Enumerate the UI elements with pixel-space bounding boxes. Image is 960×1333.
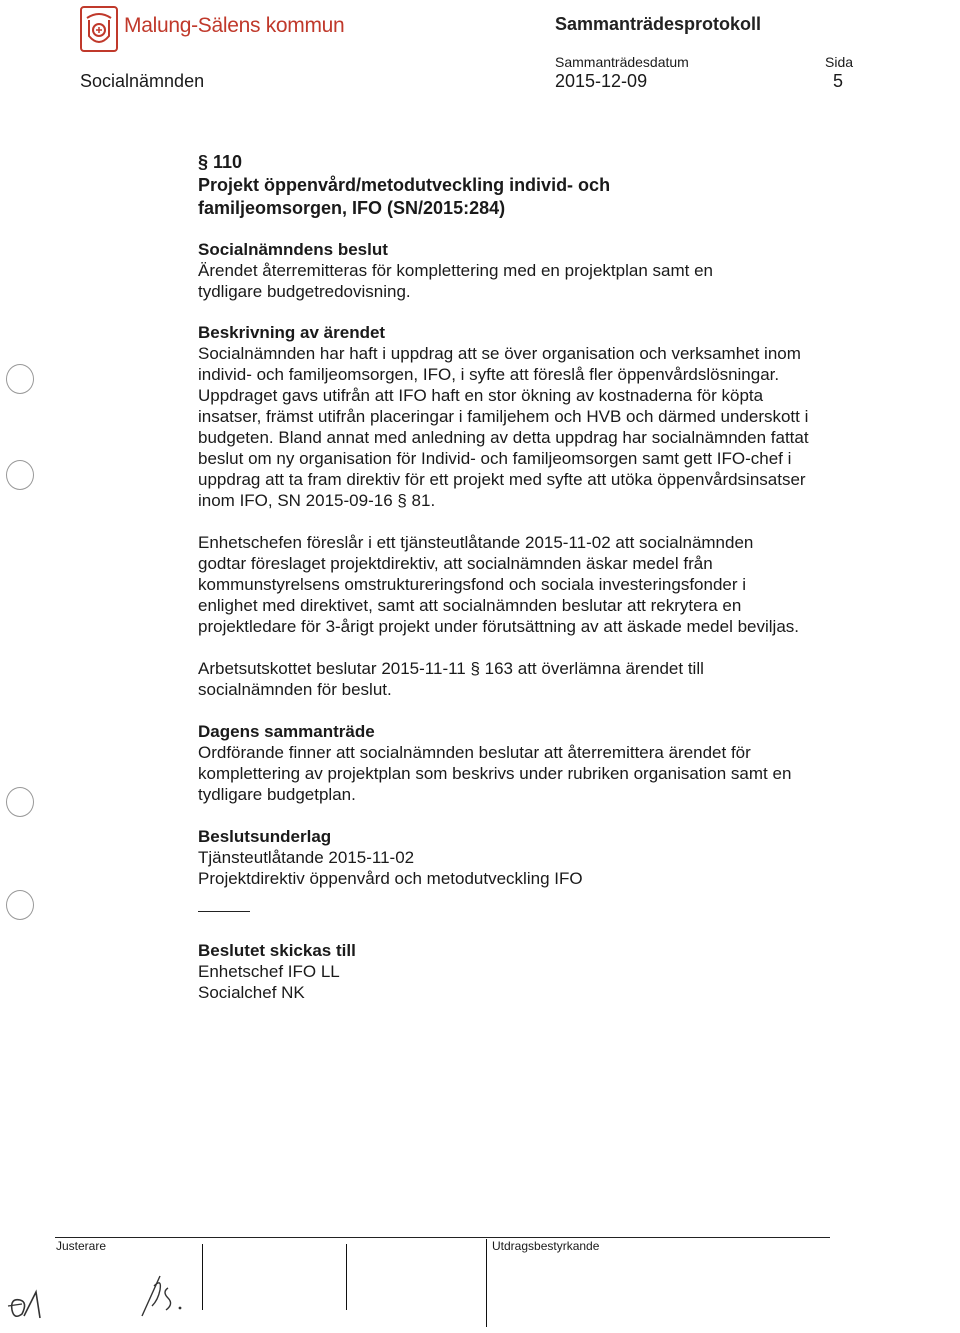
initials-signature	[6, 1288, 46, 1324]
section-title-line1: Projekt öppenvård/metodutveckling individ- och	[198, 175, 611, 195]
separator-rule	[198, 911, 250, 912]
org-name: Malung-Sälens kommun	[124, 14, 345, 37]
skickas-item: Enhetschef IFO LL	[198, 962, 340, 981]
punch-hole-mark	[6, 460, 34, 490]
date-label: Sammanträdesdatum	[555, 54, 689, 70]
section-title-line2: familjeomsorgen, IFO (SN/2015:284)	[198, 198, 506, 218]
municipality-crest-logo	[80, 6, 118, 52]
utdragsbestyrkande-label: Utdragsbestyrkande	[492, 1239, 600, 1253]
beslutsunderlag-heading: Beslutsunderlag	[198, 827, 332, 846]
justerare-signature	[138, 1270, 188, 1320]
beslut-heading: Socialnämndens beslut	[198, 240, 388, 259]
punch-hole-mark	[6, 364, 34, 394]
punch-hole-mark	[6, 890, 34, 920]
signature-divider	[346, 1244, 347, 1310]
signature-divider	[486, 1239, 487, 1327]
beskrivning-paragraph-1: Socialnämnden har haft i uppdrag att se över organisation och verksamhet inom individ- och familjeomsorgen, IFO, i syfte att föreslå fler öppenvårdslösningar. Uppdraget gavs utifrån att IFO haft en stor ökning av kostnaderna för köpta insatser, främst utifrån placeringar i familjehem och HVB och därmed underskott i budgeten. Bland annat med anledning av detta uppdrag har socialnämnden fattat beslut om ny organisation för Individ- och familjeomsorgen samt gett IFO-chef i uppdrag att ta fram direktiv för ett projekt med syfte att utöka öppenvårdsinsatser inom IFO, SN 2015-09-16 § 81.	[198, 344, 809, 510]
signature-divider	[202, 1244, 203, 1310]
date-value: 2015-12-09	[555, 71, 648, 91]
skickas-heading: Beslutet skickas till	[198, 941, 356, 960]
section-number: § 110	[198, 152, 243, 172]
footer-rule	[55, 1237, 830, 1238]
punch-hole-mark	[6, 787, 34, 817]
beslutsunderlag-item: Projektdirektiv öppenvård och metodutveckling IFO	[198, 869, 583, 888]
beskrivning-heading: Beskrivning av ärendet	[198, 323, 386, 342]
beskrivning-paragraph-2: Enhetschefen föreslår i ett tjänsteutlåtande 2015-11-02 att socialnämnden godtar föreslaget projektdirektiv, att socialnämnden äskar medel från kommunstyrelsens omstruktureringsfond och sociala investeringsfonder i enlighet med direktivet, samt att socialnämnden beslutar att rekrytera en projektledare för 3-årigt projekt under förutsättning av att äskade medel beviljas.	[198, 533, 799, 636]
dagens-heading: Dagens sammanträde	[198, 722, 375, 741]
dagens-text: Ordförande finner att socialnämnden beslutar att återremittera ärendet för komplettering av projektplan som beskrivs under rubriken organisation samt en tydligare budgetplan.	[198, 743, 792, 804]
beslut-text: Ärendet återremitteras för komplettering med en projektplan samt en tydligare budgetredovisning.	[198, 261, 713, 301]
document-type: Sammanträdesprotokoll	[555, 14, 762, 34]
document-body	[198, 150, 828, 1003]
skickas-item: Socialchef NK	[198, 983, 305, 1002]
justerare-label: Justerare	[56, 1239, 107, 1253]
page-number: 5	[833, 71, 844, 91]
page-label: Sida	[825, 54, 854, 70]
department: Socialnämnden	[80, 71, 205, 91]
beskrivning-paragraph-3: Arbetsutskottet beslutar 2015-11-11 § 163 att överlämna ärendet till socialnämnden för beslut.	[198, 659, 704, 699]
beslutsunderlag-item: Tjänsteutlåtande 2015-11-02	[198, 848, 415, 867]
